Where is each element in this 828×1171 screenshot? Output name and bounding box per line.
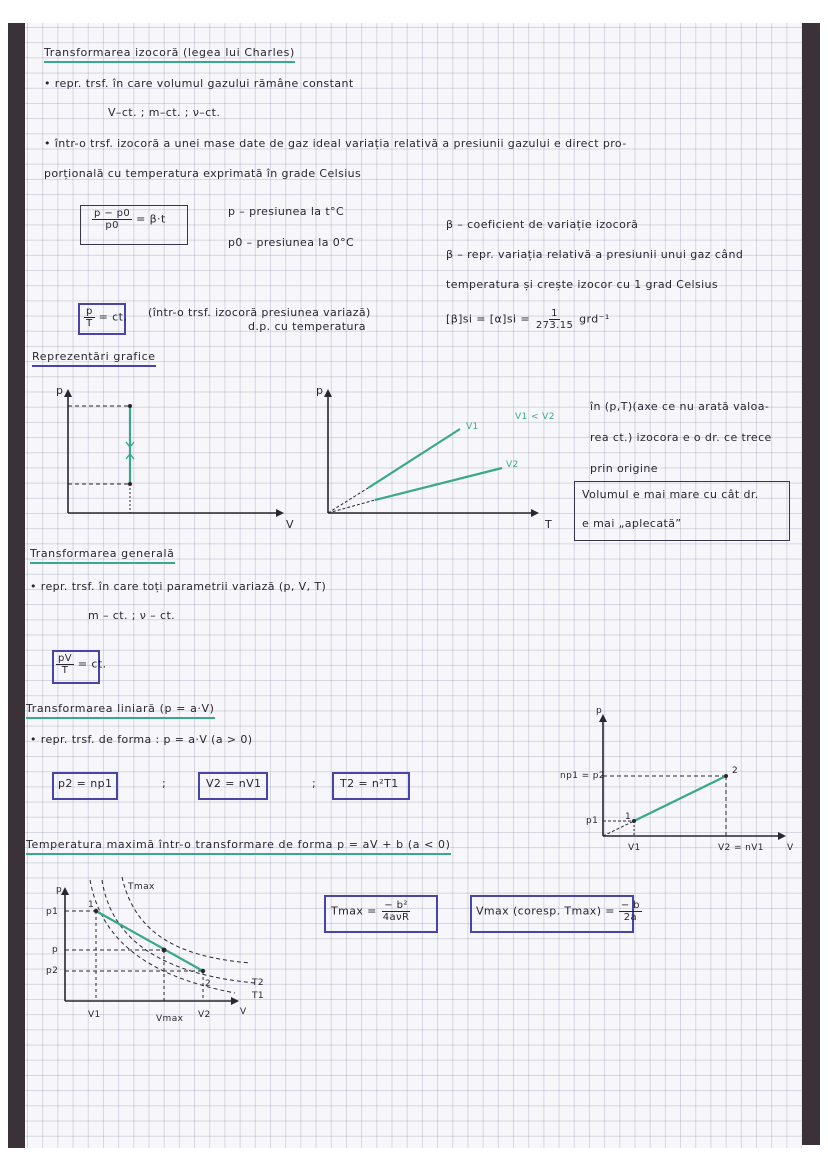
volume-slope-line-2: e mai „aplecată” <box>582 517 682 530</box>
chart-pt-y-label: p <box>316 384 324 397</box>
linear-chart-y-label: p <box>596 706 603 716</box>
page-left-edge <box>8 23 25 1148</box>
formula-v2: V2 = nV1 <box>206 777 262 790</box>
tmax-chart-curve-t1: T1 <box>252 991 265 1001</box>
grafice-note-line-3: prin origine <box>590 462 658 475</box>
definition-beta-2-line-1: β – repr. variația relativă a presiunii unui gaz când <box>446 248 744 261</box>
section-title-generala: Transformarea generală <box>30 547 175 564</box>
tmax-chart-y-tick-p2: p2 <box>46 966 59 976</box>
linear-chart-point-2: 2 <box>732 766 739 776</box>
note-isochoric-line-1: (într-o trsf. izocoră presiunea variază) <box>148 306 371 319</box>
linear-chart-x-label: V <box>787 843 794 853</box>
tmax-chart-curve-tmax: Tmax <box>128 882 155 892</box>
formula-general: $\frac{pV}{T}$ = ct. <box>58 653 107 676</box>
tmax-chart-y-label: p <box>56 885 63 895</box>
generala-constants: m – ct. ; ν – ct. <box>88 609 176 622</box>
izocora-bullet-2-line-1: • într-o trsf. izocoră a unei mase date de gaz ideal variația relativă a presiunii gazului e direct pro- <box>44 137 627 150</box>
formula-t2: T2 = n²T1 <box>340 777 399 790</box>
chart-pt-line-v1-label: V1 <box>466 422 479 432</box>
definition-beta-1: β – coeficient de variație izocoră <box>446 218 639 231</box>
definition-p0: p0 – presiunea la 0°C <box>228 236 355 249</box>
linear-chart-y-tick-bottom: p1 <box>586 816 599 826</box>
izocora-bullet-1: • repr. trsf. în care volumul gazului rămâne constant <box>44 77 354 90</box>
generala-bullet-1: • repr. trsf. în care toți parametrii variază (p, V, T) <box>30 580 327 593</box>
formula-p2: p2 = np1 <box>58 777 113 790</box>
formula-p-over-t: $\frac{p}{T}$ = ct. <box>86 306 128 329</box>
izocora-bullet-2-line-2: porțională cu temperatura exprimată în grade Celsius <box>44 167 362 180</box>
tmax-chart-point-2: 2 <box>205 979 212 989</box>
linear-chart-y-tick-top: np1 = p2 <box>560 771 606 781</box>
tmax-chart-x-label: V <box>240 1007 247 1017</box>
section-title-tmax: Temperatura maximă într-o transformare de forma p = aV + b (a < 0) <box>26 838 451 855</box>
grafice-note-line-2: rea ct.) izocora e o dr. ce trece <box>590 431 772 444</box>
formula-vmax: Vmax (coresp. Tmax) = $\frac{- b}{2a}$ <box>476 900 640 923</box>
beta-units: [β]si = [α]si = $\frac{1}{273.15}$ grd⁻¹ <box>446 308 610 331</box>
volume-slope-line-1: Volumul e mai mare cu cât dr. <box>582 488 759 501</box>
linear-chart-x-tick-left: V1 <box>628 843 641 853</box>
formula-relative-pressure: $\frac{p - p0}{p0}$ = β·t <box>94 208 166 231</box>
note-isochoric-line-2: d.p. cu temperatura <box>248 320 366 333</box>
section-title-izocora: Transformarea izocoră (legea lui Charles) <box>44 46 295 63</box>
grafice-note-line-1: în (p,T)(axe ce nu arată valoa- <box>590 400 770 413</box>
linear-chart-x-tick-right: V2 = nV1 <box>718 843 764 853</box>
linear-chart-point-1: 1 <box>625 812 632 822</box>
chart-pt-relation: V1 < V2 <box>515 412 555 422</box>
definition-p: p – presiunea la t°C <box>228 205 345 218</box>
tmax-chart-x-tick-v2: V2 <box>198 1010 211 1020</box>
tmax-chart-y-tick-p: p <box>52 945 59 955</box>
chart-pt-x-label: T <box>545 518 553 531</box>
tmax-chart-point-1: 1 <box>88 900 95 910</box>
tmax-chart-y-tick-p1: p1 <box>46 907 59 917</box>
izocora-constants: V–ct. ; m–ct. ; ν–ct. <box>108 106 221 119</box>
chart-pv-x-label: V <box>286 518 294 531</box>
tmax-chart-curve-t2: T2 <box>252 978 265 988</box>
chart-pv-y-label: p <box>56 384 64 397</box>
liniara-bullet-1: • repr. trsf. de forma : p = a·V (a > 0) <box>30 733 253 746</box>
separator-1: ; <box>162 777 167 790</box>
chart-pv-isochoric <box>40 385 290 535</box>
formula-tmax: Tmax = $\frac{\text{− b²}}{\text{4aνR}}$ <box>331 900 410 923</box>
tmax-chart-x-tick-vmax: Vmax <box>156 1014 184 1024</box>
section-title-liniara: Transformarea liniară (p = a·V) <box>26 702 215 719</box>
tmax-chart-x-tick-v1: V1 <box>88 1010 101 1020</box>
definition-beta-2-line-2: temperatura și crește izocor cu 1 grad Celsius <box>446 278 719 291</box>
page-right-edge <box>802 23 820 1145</box>
separator-2: ; <box>312 777 317 790</box>
section-title-grafice: Reprezentări grafice <box>32 350 156 367</box>
chart-pt-line-v2-label: V2 <box>506 460 519 470</box>
